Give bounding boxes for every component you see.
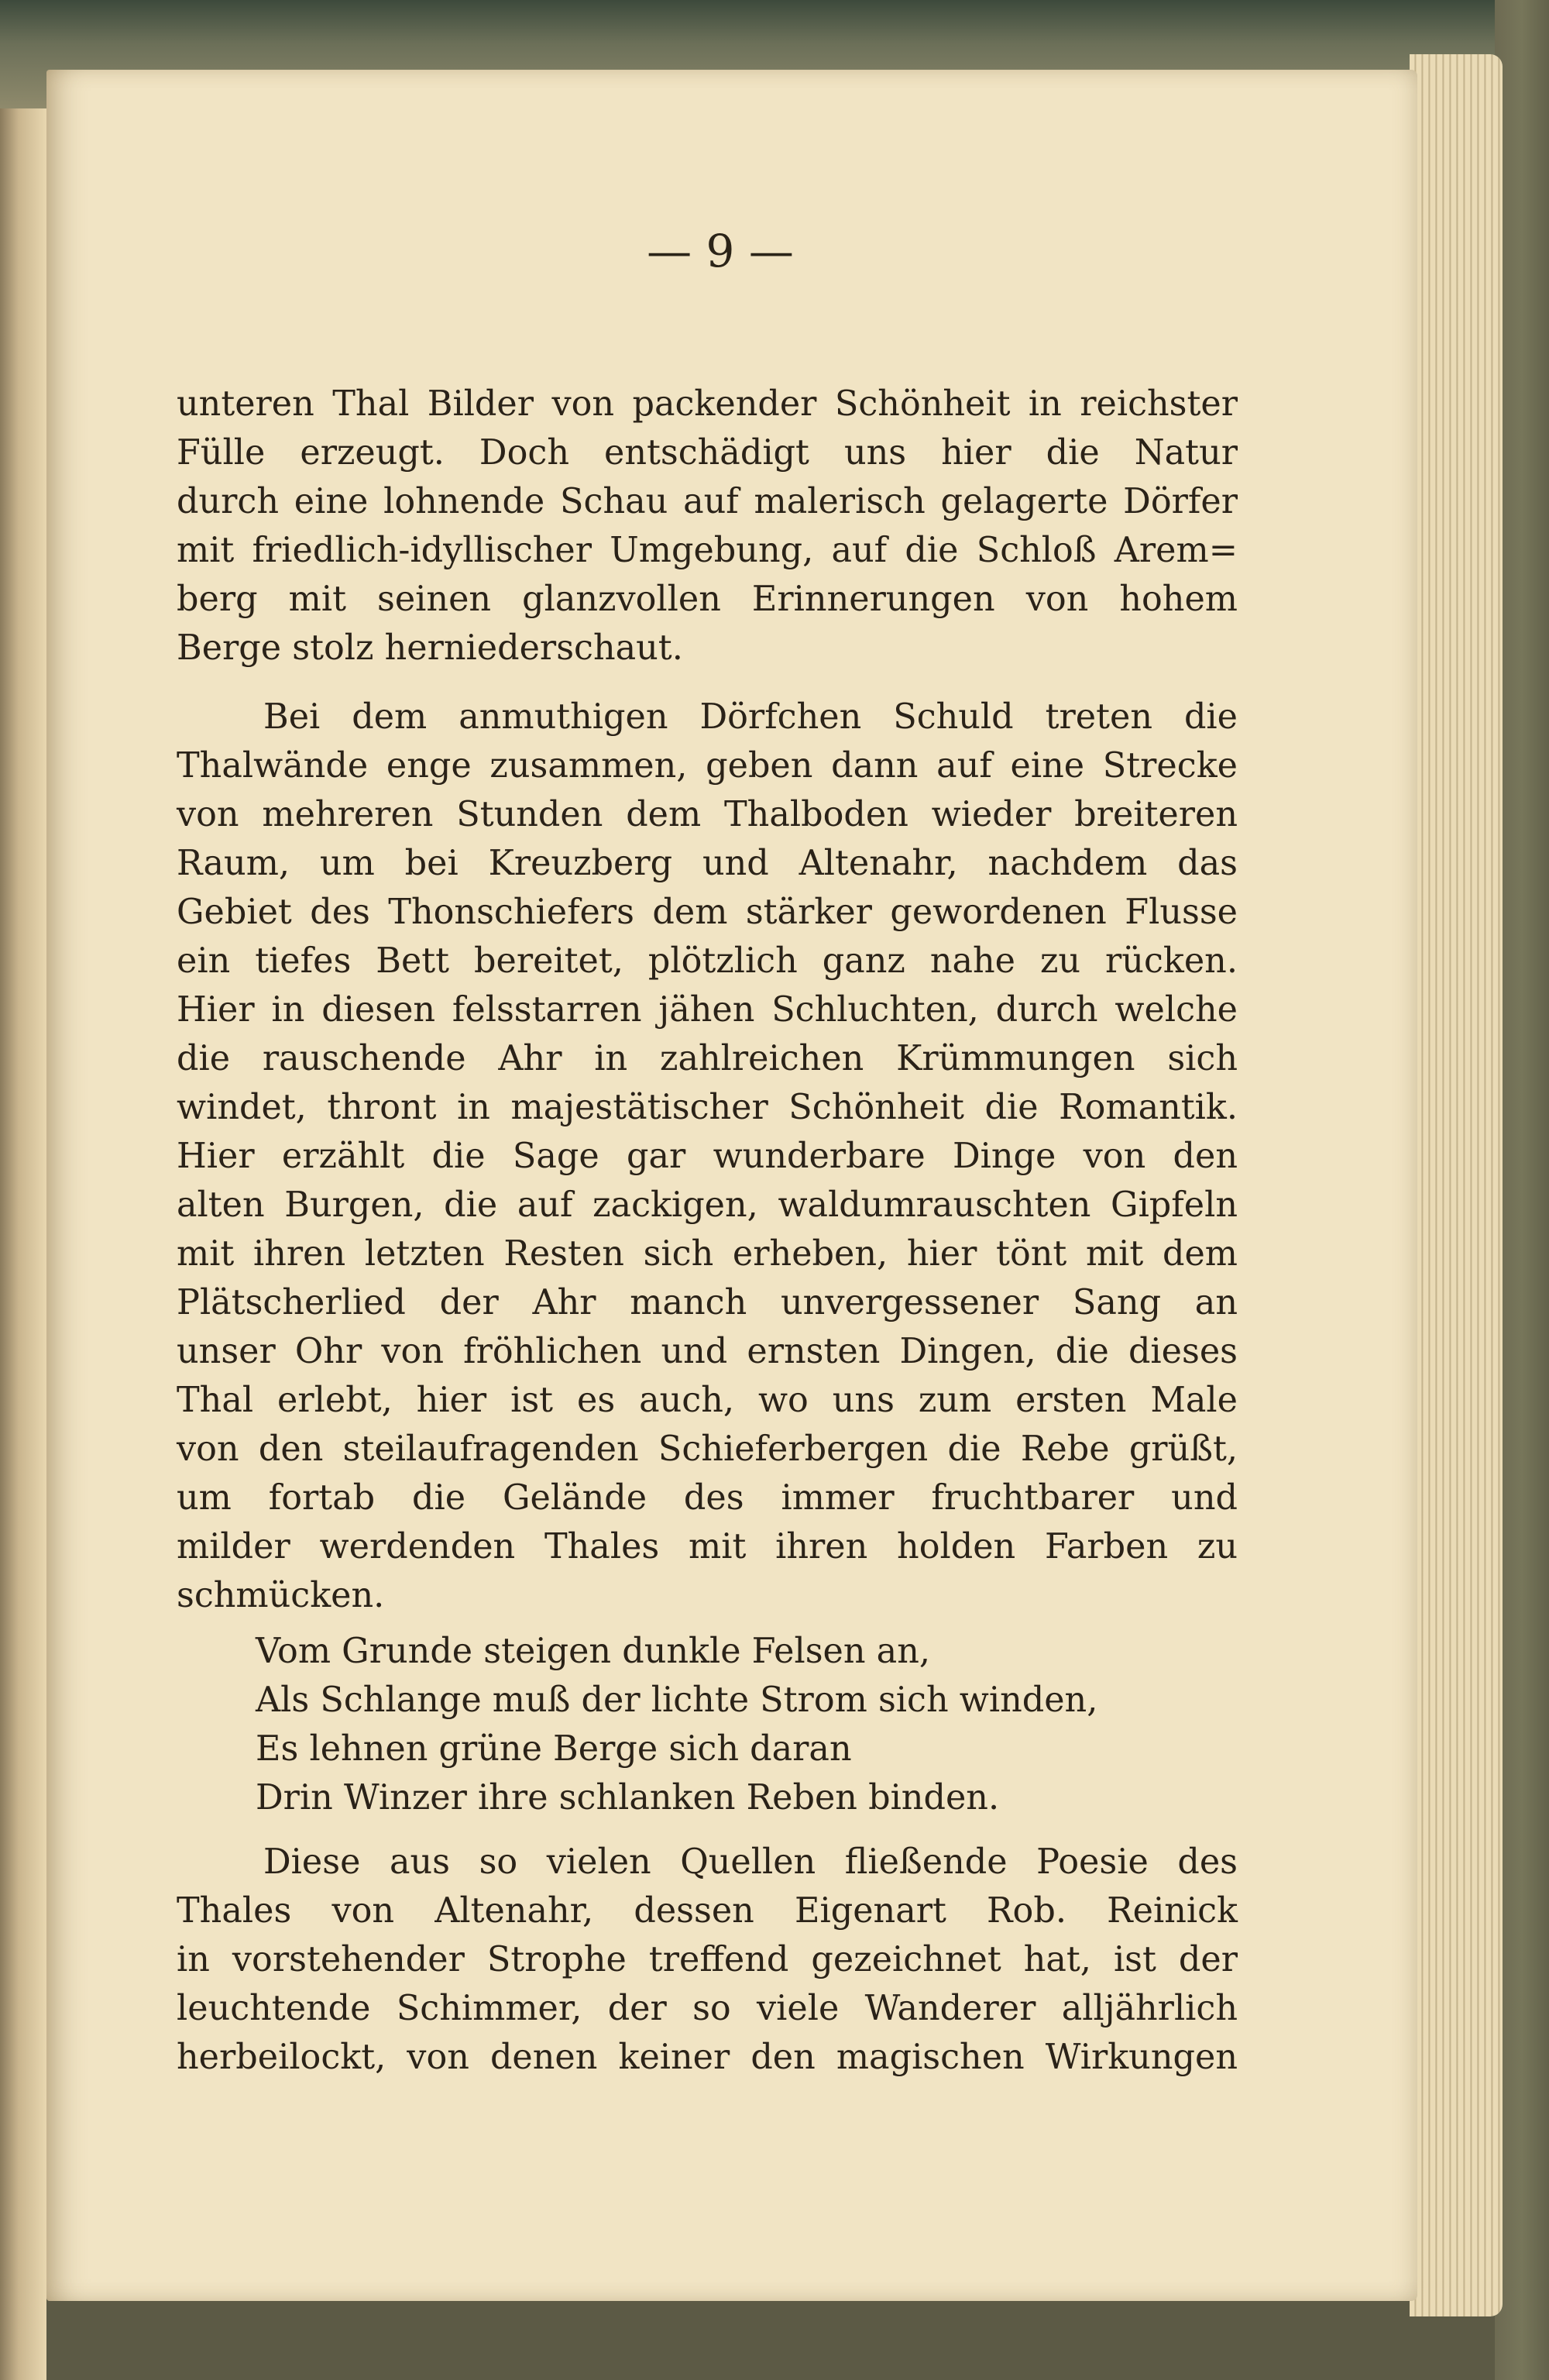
text-line: leuchtende Schimmer, der so viele Wanderer alljährlich (177, 1989, 1238, 2028)
text-line: Bei dem anmuthigen Dörfchen Schuld treten die (263, 697, 1238, 737)
text-line: in vorstehender Strophe treffend gezeichnet hat, ist der (177, 1940, 1238, 1979)
text-line: herbeilockt, von denen keiner den magischen Wirkungen (177, 2038, 1238, 2077)
paragraph-2 (177, 693, 1238, 1620)
text-line: unser Ohr von fröhlichen und ernsten Dingen, die dieses (177, 1332, 1238, 1371)
poem-line: Es lehnen grüne Berge sich daran (256, 1729, 852, 1769)
text-line: von den steilaufragenden Schieferbergen die Rebe grüßt, (177, 1429, 1238, 1469)
text-line: die rauschende Ahr in zahlreichen Krümmungen sich (177, 1039, 1238, 1078)
page-stack-edge (1410, 54, 1503, 2316)
text-line: Thalwände enge zusammen, geben dann auf eine Strecke (177, 746, 1238, 786)
text-line: Hier erzählt die Sage gar wunderbare Dinge von den (177, 1137, 1238, 1176)
text-line: alten Burgen, die auf zackigen, waldumrauschten Gipfeln (177, 1185, 1238, 1225)
text-line: Gebiet des Thonschiefers dem stärker gewordenen Flusse (177, 892, 1238, 932)
text-line: Thales von Altenahr, dessen Eigenart Rob. Reinick (177, 1891, 1238, 1931)
poem-stanza (256, 1627, 1185, 1822)
text-line: Hier in diesen felsstarren jähen Schluchten, durch welche (177, 990, 1238, 1030)
text-line: um fortab die Gelände des immer fruchtbarer und (177, 1478, 1238, 1518)
book-cover-edge (1495, 0, 1549, 2380)
text-line: mit friedlich-idyllischer Umgebung, auf die Schloß Arem= (177, 531, 1238, 570)
text-line: Fülle erzeugt. Doch entschädigt uns hier die Natur (177, 433, 1238, 473)
text-line: Raum, um bei Kreuzberg und Altenahr, nachdem das (177, 844, 1238, 883)
text-line: schmücken. (177, 1576, 385, 1615)
text-line: Plätscherlied der Ahr manch unvergessener Sang an (177, 1283, 1238, 1322)
poem-line: Als Schlange muß der lichte Strom sich winden, (256, 1680, 1098, 1720)
poem-line: Vom Grunde steigen dunkle Felsen an, (256, 1632, 931, 1671)
poem-line: Drin Winzer ihre schlanken Reben binden. (256, 1778, 1000, 1818)
text-line: windet, thront in majestätischer Schönheit die Romantik. (177, 1088, 1238, 1127)
text-line: milder werdenden Thales mit ihren holden Farben zu (177, 1527, 1238, 1567)
text-line: ein tiefes Bett bereitet, plötzlich ganz nahe zu rücken. (177, 941, 1238, 981)
paragraph-3 (177, 1838, 1238, 2082)
paragraph-1 (177, 380, 1238, 672)
left-page-edge (0, 108, 46, 2380)
text-line: Berge stolz herniederschaut. (177, 628, 683, 668)
text-line: Thal erlebt, hier ist es auch, wo uns zum ersten Male (177, 1381, 1238, 1420)
text-line: berg mit seinen glanzvollen Erinnerungen von hohem (177, 580, 1238, 619)
text-line: mit ihren letzten Resten sich erheben, hier tönt mit dem (177, 1234, 1238, 1274)
text-line: unteren Thal Bilder von packender Schönheit in reichster (177, 384, 1238, 424)
text-line: Diese aus so vielen Quellen fließende Poesie des (263, 1842, 1238, 1882)
text-line: durch eine lohnende Schau auf malerisch gelagerte Dörfer (177, 482, 1238, 521)
text-line: von mehreren Stunden dem Thalboden wieder breiteren (177, 795, 1238, 834)
page-number: — 9 — (647, 225, 794, 277)
